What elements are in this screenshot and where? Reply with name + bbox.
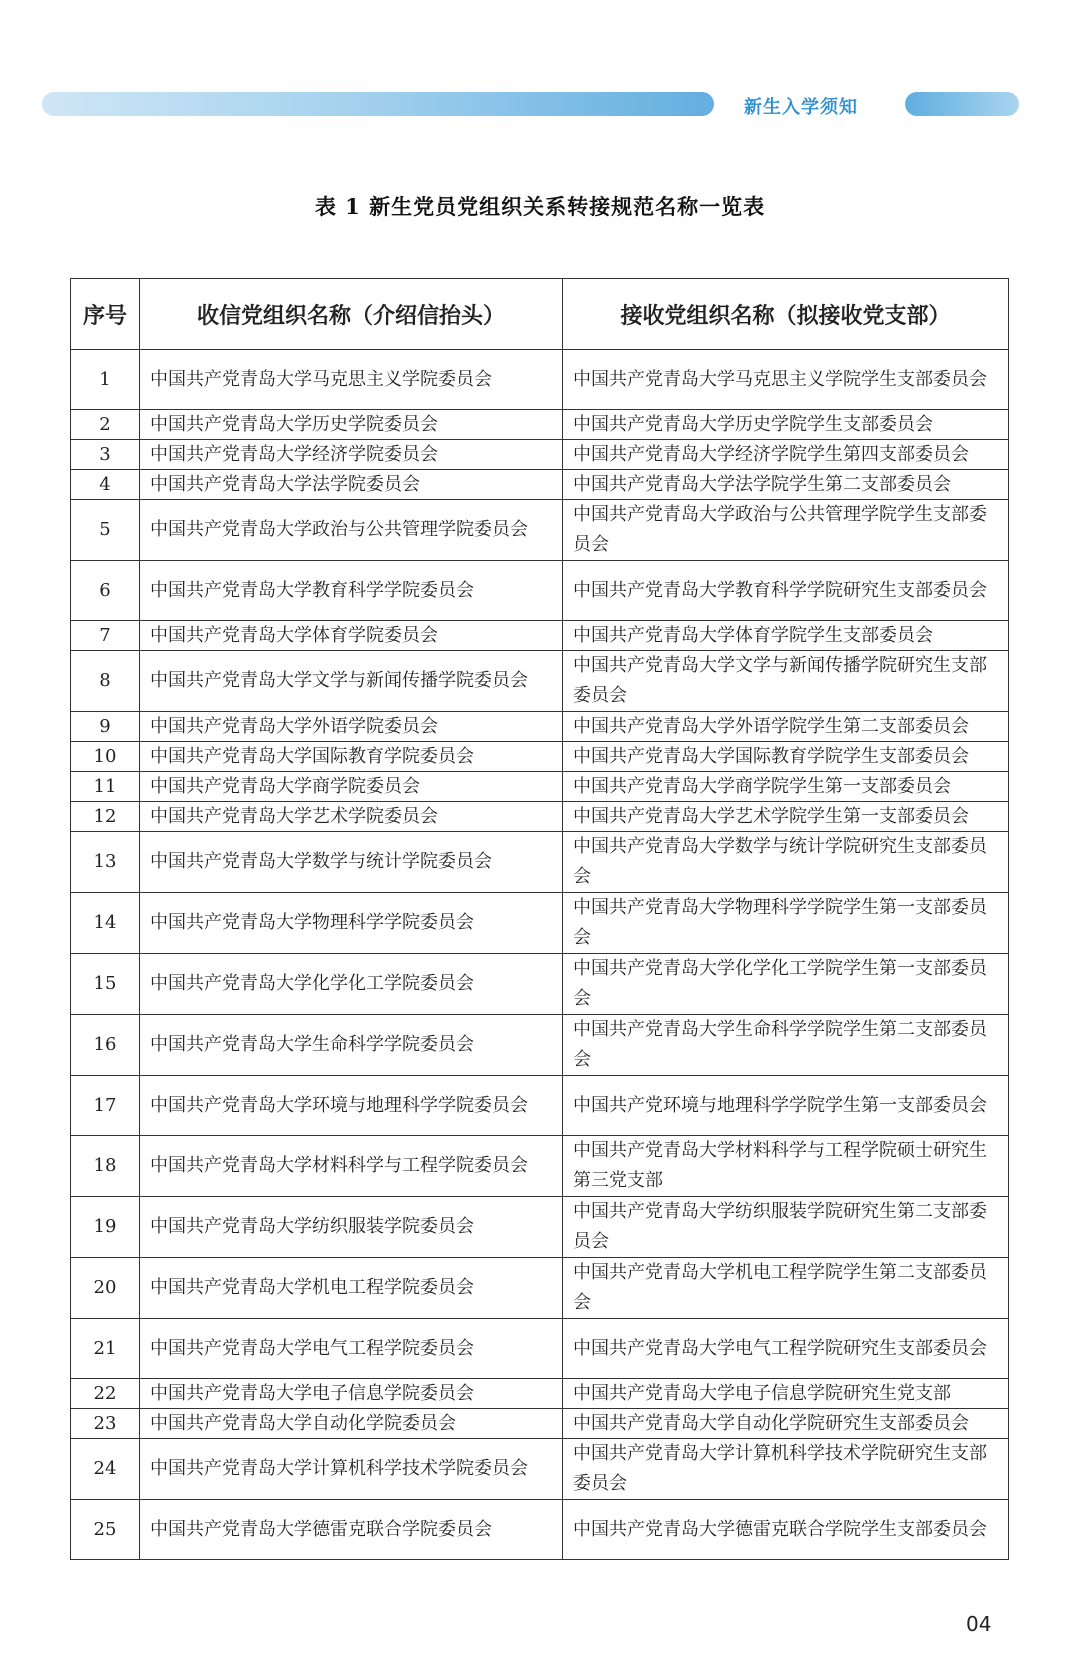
receiver-org-name: 中国共产党青岛大学政治与公共管理学院学生支部委员会 (563, 500, 1009, 561)
sender-org-name: 中国共产党青岛大学商学院委员会 (140, 772, 563, 802)
row-index: 25 (71, 1500, 140, 1560)
row-index: 8 (71, 651, 140, 712)
receiver-org-name: 中国共产党青岛大学纺织服装学院研究生第二支部委员会 (563, 1197, 1009, 1258)
row-index: 20 (71, 1258, 140, 1319)
sender-org-name: 中国共产党青岛大学体育学院委员会 (140, 621, 563, 651)
row-index: 13 (71, 832, 140, 893)
table-row (71, 561, 1009, 621)
sender-org-name: 中国共产党青岛大学政治与公共管理学院委员会 (140, 500, 563, 561)
receiver-org-name: 中国共产党青岛大学化学化工学院学生第一支部委员会 (563, 954, 1009, 1015)
table-row (71, 1319, 1009, 1379)
sender-org-name: 中国共产党青岛大学机电工程学院委员会 (140, 1258, 563, 1319)
receiver-org-name: 中国共产党青岛大学教育科学学院研究生支部委员会 (563, 561, 1009, 621)
table-row (71, 802, 1009, 832)
sender-org-name: 中国共产党青岛大学教育科学学院委员会 (140, 561, 563, 621)
section-title: 新生入学须知 (744, 97, 858, 118)
table-title: 表 1 新生党员党组织关系转接规范名称一览表 (314, 194, 766, 219)
row-index: 23 (71, 1409, 140, 1439)
table-row (71, 651, 1009, 712)
row-index: 10 (71, 742, 140, 772)
row-index: 14 (71, 893, 140, 954)
header-decor-bar-right (905, 92, 1019, 116)
table-row (71, 832, 1009, 893)
row-index: 17 (71, 1076, 140, 1136)
sender-org-name: 中国共产党青岛大学国际教育学院委员会 (140, 742, 563, 772)
receiver-org-name: 中国共产党青岛大学文学与新闻传播学院研究生支部委员会 (563, 651, 1009, 712)
table-row (71, 712, 1009, 742)
table-row (71, 1076, 1009, 1136)
table-row (71, 1439, 1009, 1500)
receiver-org-name: 中国共产党青岛大学电气工程学院研究生支部委员会 (563, 1319, 1009, 1379)
table-row (71, 742, 1009, 772)
table-row (71, 954, 1009, 1015)
sender-org-name: 中国共产党青岛大学历史学院委员会 (140, 410, 563, 440)
row-index: 11 (71, 772, 140, 802)
sender-org-name: 中国共产党青岛大学自动化学院委员会 (140, 1409, 563, 1439)
receiver-org-name: 中国共产党青岛大学法学院学生第二支部委员会 (563, 470, 1009, 500)
receiver-org-name: 中国共产党青岛大学历史学院学生支部委员会 (563, 410, 1009, 440)
sender-org-name: 中国共产党青岛大学经济学院委员会 (140, 440, 563, 470)
receiver-org-name: 中国共产党青岛大学计算机科学技术学院研究生支部委员会 (563, 1439, 1009, 1500)
receiver-org-name: 中国共产党青岛大学机电工程学院学生第二支部委员会 (563, 1258, 1009, 1319)
receiver-org-name: 中国共产党青岛大学生命科学学院学生第二支部委员会 (563, 1015, 1009, 1076)
row-index: 21 (71, 1319, 140, 1379)
receiver-org-name: 中国共产党青岛大学商学院学生第一支部委员会 (563, 772, 1009, 802)
table-row (71, 1136, 1009, 1197)
table-row (71, 1015, 1009, 1076)
sender-org-name: 中国共产党青岛大学生命科学学院委员会 (140, 1015, 563, 1076)
sender-org-name: 中国共产党青岛大学外语学院委员会 (140, 712, 563, 742)
receiver-org-name: 中国共产党青岛大学电子信息学院研究生党支部 (563, 1379, 1009, 1409)
receiver-org-name: 中国共产党青岛大学材料科学与工程学院硕士研究生第三党支部 (563, 1136, 1009, 1197)
table-row (71, 470, 1009, 500)
row-index: 1 (71, 350, 140, 410)
table-header-row (71, 279, 1009, 350)
receiver-org-name: 中国共产党环境与地理科学学院学生第一支部委员会 (563, 1076, 1009, 1136)
receiver-org-name: 中国共产党青岛大学自动化学院研究生支部委员会 (563, 1409, 1009, 1439)
sender-org-name: 中国共产党青岛大学材料科学与工程学院委员会 (140, 1136, 563, 1197)
receiver-org-name: 中国共产党青岛大学物理科学学院学生第一支部委员会 (563, 893, 1009, 954)
sender-org-name: 中国共产党青岛大学环境与地理科学学院委员会 (140, 1076, 563, 1136)
sender-org-name: 中国共产党青岛大学马克思主义学院委员会 (140, 350, 563, 410)
column-header-index: 序号 (71, 279, 140, 350)
row-index: 22 (71, 1379, 140, 1409)
row-index: 16 (71, 1015, 140, 1076)
sender-org-name: 中国共产党青岛大学化学化工学院委员会 (140, 954, 563, 1015)
row-index: 9 (71, 712, 140, 742)
column-header-receiver: 接收党组织名称（拟接收党支部） (563, 279, 1009, 350)
sender-org-name: 中国共产党青岛大学电气工程学院委员会 (140, 1319, 563, 1379)
table-row (71, 621, 1009, 651)
receiver-org-name: 中国共产党青岛大学德雷克联合学院学生支部委员会 (563, 1500, 1009, 1560)
sender-org-name: 中国共产党青岛大学电子信息学院委员会 (140, 1379, 563, 1409)
sender-org-name: 中国共产党青岛大学法学院委员会 (140, 470, 563, 500)
table-row (71, 893, 1009, 954)
receiver-org-name: 中国共产党青岛大学国际教育学院学生支部委员会 (563, 742, 1009, 772)
sender-org-name: 中国共产党青岛大学计算机科学技术学院委员会 (140, 1439, 563, 1500)
receiver-org-name: 中国共产党青岛大学经济学院学生第四支部委员会 (563, 440, 1009, 470)
table-row (71, 440, 1009, 470)
table-row (71, 1409, 1009, 1439)
row-index: 7 (71, 621, 140, 651)
table-row (71, 410, 1009, 440)
row-index: 15 (71, 954, 140, 1015)
sender-org-name: 中国共产党青岛大学物理科学学院委员会 (140, 893, 563, 954)
table-row (71, 350, 1009, 410)
table-row (71, 1500, 1009, 1560)
sender-org-name: 中国共产党青岛大学艺术学院委员会 (140, 802, 563, 832)
row-index: 12 (71, 802, 140, 832)
sender-org-name: 中国共产党青岛大学数学与统计学院委员会 (140, 832, 563, 893)
table-row (71, 500, 1009, 561)
row-index: 19 (71, 1197, 140, 1258)
table-row (71, 1379, 1009, 1409)
receiver-org-name: 中国共产党青岛大学数学与统计学院研究生支部委员会 (563, 832, 1009, 893)
receiver-org-name: 中国共产党青岛大学艺术学院学生第一支部委员会 (563, 802, 1009, 832)
row-index: 24 (71, 1439, 140, 1500)
row-index: 5 (71, 500, 140, 561)
table-row (71, 1258, 1009, 1319)
row-index: 6 (71, 561, 140, 621)
sender-org-name: 中国共产党青岛大学德雷克联合学院委员会 (140, 1500, 563, 1560)
table-row (71, 1197, 1009, 1258)
table-row (71, 772, 1009, 802)
row-index: 3 (71, 440, 140, 470)
page-number: 04 (966, 1612, 992, 1636)
row-index: 18 (71, 1136, 140, 1197)
row-index: 2 (71, 410, 140, 440)
receiver-org-name: 中国共产党青岛大学马克思主义学院学生支部委员会 (563, 350, 1009, 410)
header-decor-bar-left (42, 92, 714, 116)
receiver-org-name: 中国共产党青岛大学外语学院学生第二支部委员会 (563, 712, 1009, 742)
sender-org-name: 中国共产党青岛大学文学与新闻传播学院委员会 (140, 651, 563, 712)
party-organization-table (70, 278, 1009, 1560)
receiver-org-name: 中国共产党青岛大学体育学院学生支部委员会 (563, 621, 1009, 651)
sender-org-name: 中国共产党青岛大学纺织服装学院委员会 (140, 1197, 563, 1258)
column-header-sender: 收信党组织名称（介绍信抬头） (140, 279, 563, 350)
row-index: 4 (71, 470, 140, 500)
